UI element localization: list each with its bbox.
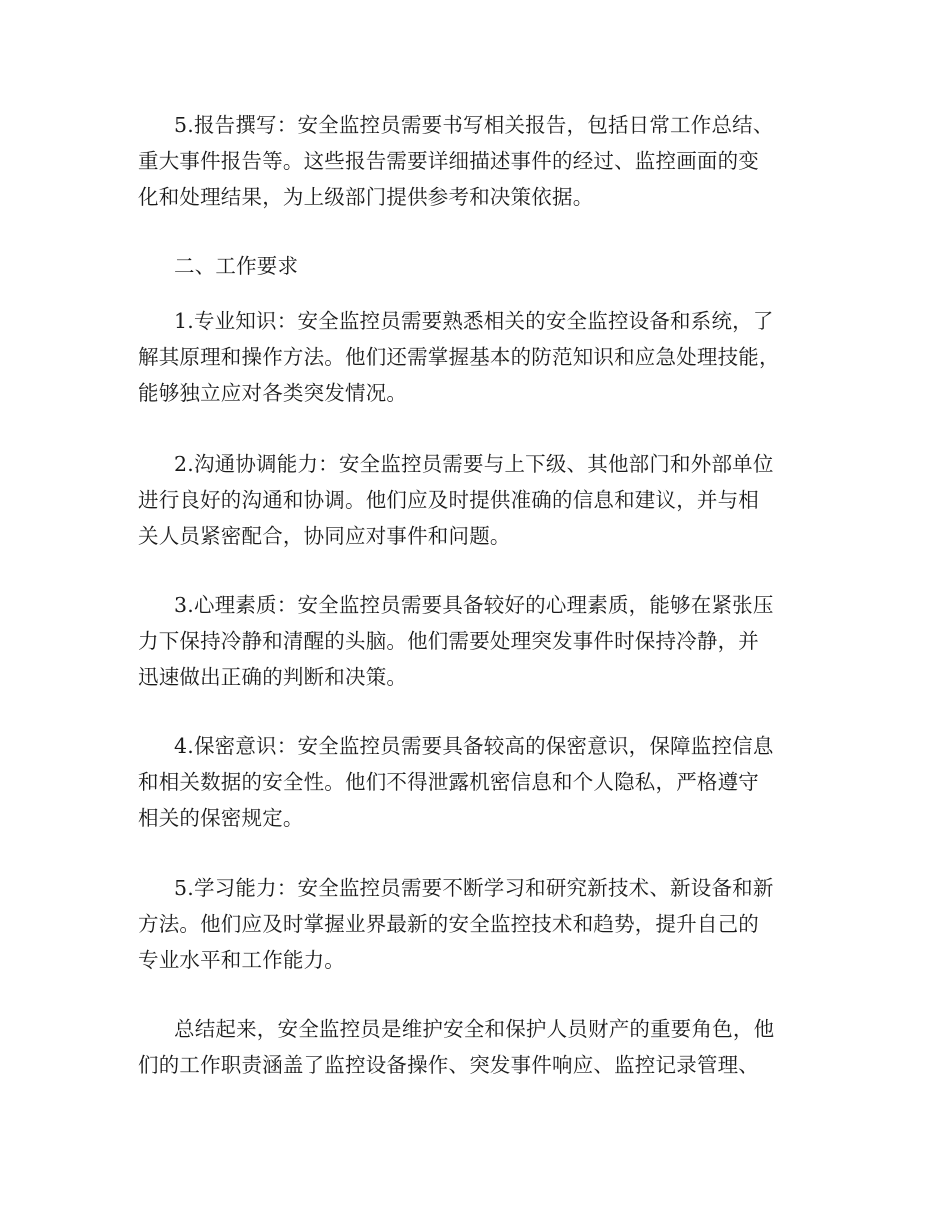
paragraph-report-writing xyxy=(138,107,818,215)
section-heading-work-requirements xyxy=(138,248,818,284)
text-line: 总结起来，安全监控员是维护安全和保护人员财产的重要角色，他 xyxy=(174,1017,775,1041)
text-line: 能够独立应对各类突发情况。 xyxy=(138,381,408,405)
text-line: 2.沟通协调能力：安全监控员需要与上下级、其他部门和外部单位 xyxy=(174,452,774,476)
text-line: 专业水平和工作能力。 xyxy=(138,948,345,972)
paragraph-psychological-quality xyxy=(138,587,818,695)
text-line: 解其原理和操作方法。他们还需掌握基本的防范知识和应急处理技能， xyxy=(138,345,780,369)
paragraph-learning-ability xyxy=(138,870,818,978)
paragraph-summary xyxy=(138,1011,818,1083)
text-line: 1.专业知识：安全监控员需要熟悉相关的安全监控设备和系统，了 xyxy=(174,309,774,333)
text-line: 迅速做出正确的判断和决策。 xyxy=(138,665,408,689)
text-line: 和相关数据的安全性。他们不得泄露机密信息和个人隐私，严格遵守 xyxy=(138,770,759,794)
text-line: 力下保持冷静和清醒的头脑。他们需要处理突发事件时保持冷静，并 xyxy=(138,629,759,653)
text-line: 们的工作职责涵盖了监控设备操作、突发事件响应、监控记录管理、 xyxy=(138,1053,759,1077)
paragraph-confidentiality xyxy=(138,728,818,836)
text-line: 方法。他们应及时掌握业界最新的安全监控技术和趋势，提升自己的 xyxy=(138,912,759,936)
text-line: 相关的保密规定。 xyxy=(138,806,304,830)
text-line: 3.心理素质：安全监控员需要具备较好的心理素质，能够在紧张压 xyxy=(174,593,774,617)
text-line: 重大事件报告等。这些报告需要详细描述事件的经过、监控画面的变 xyxy=(138,149,759,173)
paragraph-professional-knowledge xyxy=(138,303,818,411)
text-line: 进行良好的沟通和协调。他们应及时提供准确的信息和建议，并与相 xyxy=(138,488,759,512)
text-line: 4.保密意识：安全监控员需要具备较高的保密意识，保障监控信息 xyxy=(174,734,774,758)
text-line: 关人员紧密配合，协同应对事件和问题。 xyxy=(138,524,511,548)
paragraph-communication xyxy=(138,446,818,554)
heading-text: 二、工作要求 xyxy=(174,254,299,278)
text-line: 化和处理结果，为上级部门提供参考和决策依据。 xyxy=(138,185,594,209)
text-line: 5.报告撰写：安全监控员需要书写相关报告，包括日常工作总结、 xyxy=(174,113,774,137)
text-line: 5.学习能力：安全监控员需要不断学习和研究新技术、新设备和新 xyxy=(174,876,774,900)
